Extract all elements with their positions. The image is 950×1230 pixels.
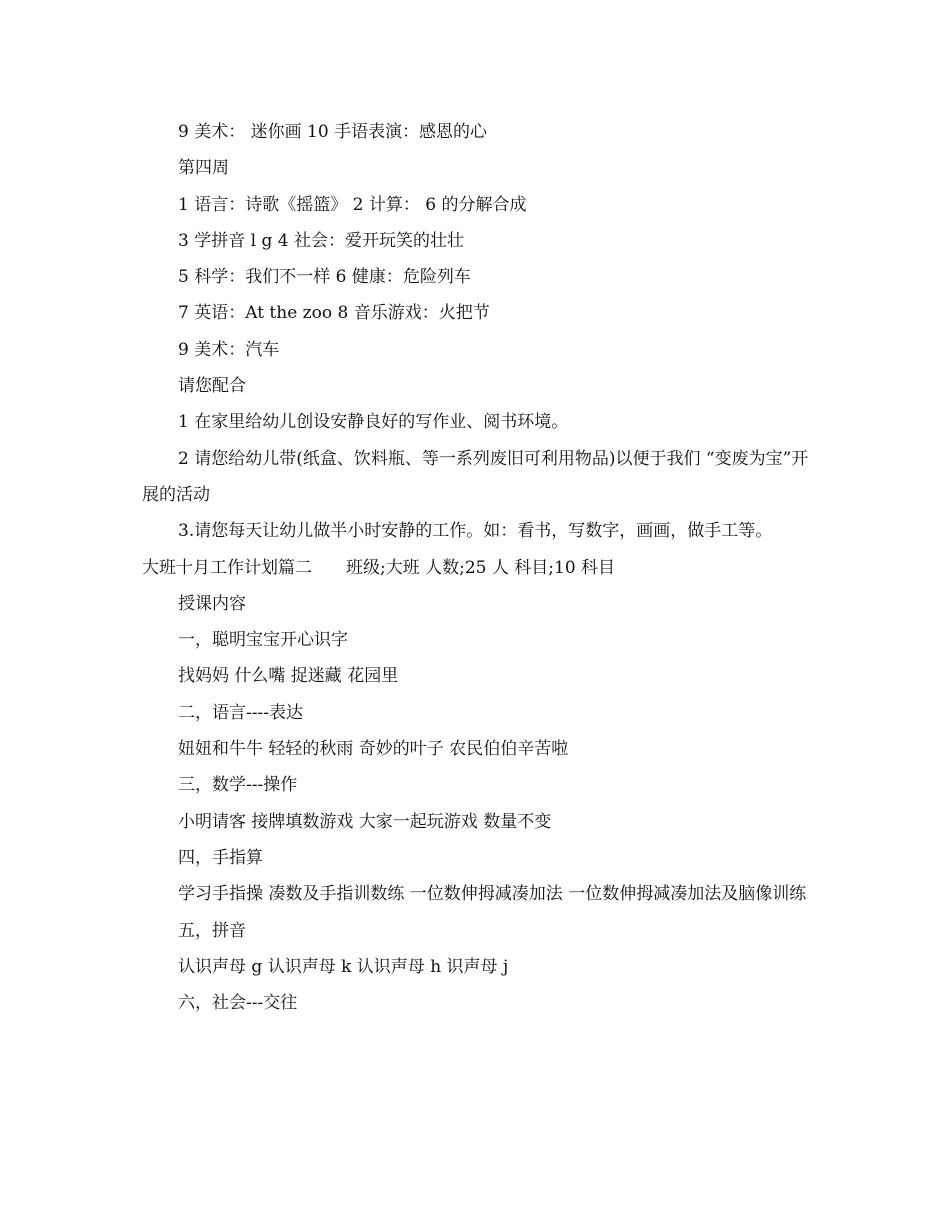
paragraph: 3.请您每天让幼儿做半小时安静的工作。如：看书，写数字，画画，做手工等。 xyxy=(178,521,773,542)
section-heading: 一，聪明宝宝开心识字 xyxy=(178,630,348,651)
section-heading: 六，社会---交往 xyxy=(178,993,298,1014)
text-line: 找妈妈 什么嘴 捉迷藏 花园里 xyxy=(178,666,399,687)
text-line: 5 科学：我们不一样 6 健康：危险列车 xyxy=(178,267,471,288)
text-line: 7 英语：At the zoo 8 音乐游戏：火把节 xyxy=(178,303,490,324)
paragraph: 2 请您给幼儿带(纸盒、饮料瓶、等一系列废旧可利用物品)以便于我们 “变废为宝”开展的活动 xyxy=(142,448,809,505)
section-heading: 授课内容 xyxy=(178,593,246,614)
text-line: 妞妞和牛牛 轻轻的秋雨 奇妙的叶子 农民伯伯辛苦啦 xyxy=(178,739,569,760)
section-heading: 四，手指算 xyxy=(178,847,263,868)
text-line: 3 学拼音 l g 4 社会：爱开玩笑的壮壮 xyxy=(178,230,464,251)
text-line: 1 在家里给幼儿创设安静良好的写作业、阅书环境。 xyxy=(178,412,569,433)
section-heading: 三，数学---操作 xyxy=(178,775,298,796)
document-body xyxy=(142,114,812,1021)
text-line: 小明请客 接牌填数游戏 大家一起玩游戏 数量不变 xyxy=(178,811,552,832)
text-line: 1 语言：诗歌《摇篮》 2 计算： 6 的分解合成 xyxy=(178,194,527,215)
document-subtitle: 大班十月工作计划篇二 班级;大班 人数;25 人 科目;10 科目 xyxy=(142,557,616,578)
section-heading: 五，拼音 xyxy=(178,920,246,941)
section-heading: 请您配合 xyxy=(178,376,246,397)
paragraph: 学习手指操 凑数及手指训数练 一位数伸拇减凑加法 一位数伸拇减凑加法及脑像训练 xyxy=(178,884,807,905)
section-heading: 第四周 xyxy=(178,158,229,179)
text-line: 9 美术：汽车 xyxy=(178,339,280,360)
text-line: 9 美术： 迷你画 10 手语表演：感恩的心 xyxy=(178,122,488,142)
section-heading: 二，语言----表达 xyxy=(178,702,303,723)
text-line: 认识声母 g 认识声母 k 认识声母 h 识声母 j xyxy=(178,956,509,977)
